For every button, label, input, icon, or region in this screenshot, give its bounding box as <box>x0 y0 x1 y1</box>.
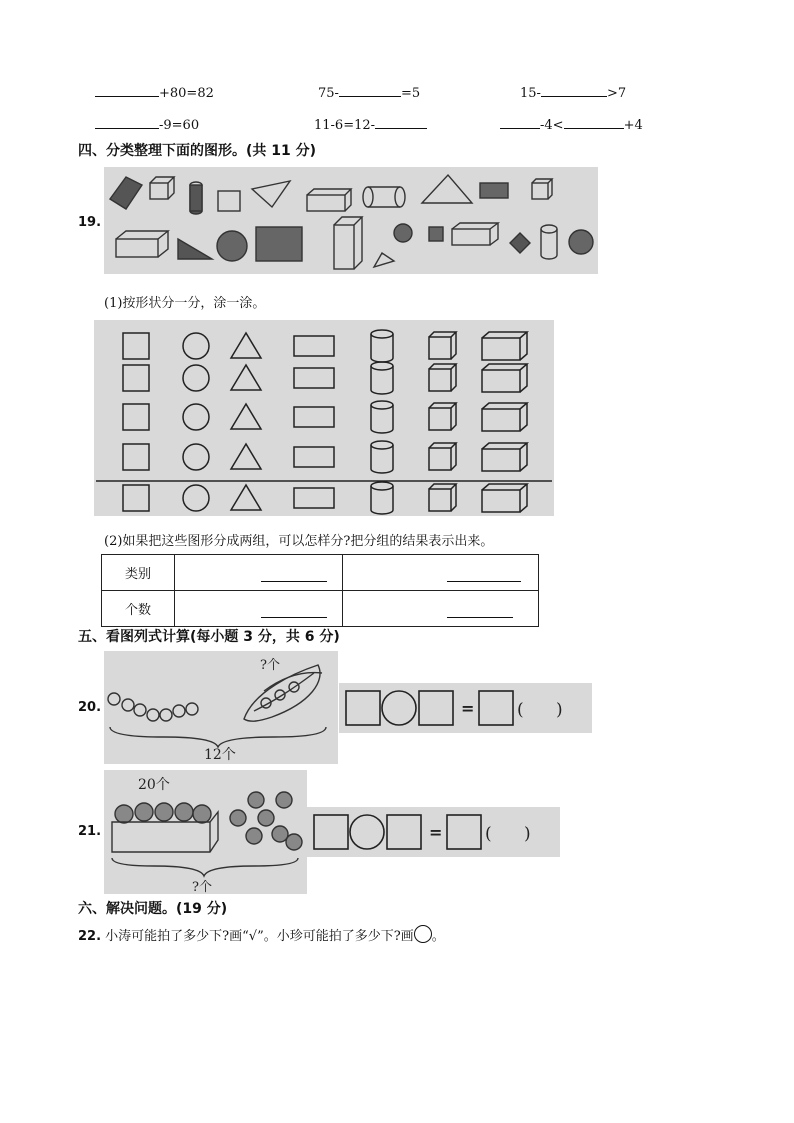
grid-cell-square[interactable] <box>123 444 149 470</box>
shape-coloring-grid[interactable] <box>94 320 554 516</box>
grid-cell-square[interactable] <box>123 333 149 359</box>
result-box[interactable] <box>479 691 513 725</box>
equation-5: 11-6=12- <box>314 116 427 133</box>
unknown-label: ?个 <box>192 880 212 894</box>
equation-6: -4< +4 <box>500 116 643 133</box>
answer-blank[interactable] <box>261 605 327 618</box>
number-box[interactable] <box>387 815 421 849</box>
equation-3: 15- >7 <box>520 86 627 101</box>
table-cell[interactable] <box>175 591 343 627</box>
row-header: 类别 <box>102 555 175 591</box>
grid-cell-circle[interactable] <box>183 485 209 511</box>
shapes-photo <box>104 167 598 274</box>
equation-boxes[interactable] <box>339 683 592 733</box>
equation-1: +80=82 <box>95 84 214 101</box>
equation-4: -9=60 <box>95 116 199 133</box>
grid-cell-cylinder[interactable] <box>371 441 393 473</box>
grid-cell-triangle[interactable] <box>231 365 261 390</box>
unit-parentheses[interactable]: ( ) <box>517 700 563 720</box>
box-count-label: 20个 <box>138 777 170 793</box>
number-box[interactable] <box>314 815 348 849</box>
number-box[interactable] <box>346 691 380 725</box>
row-header: 个数 <box>102 591 175 627</box>
grid-cell-cylinder[interactable] <box>371 401 393 433</box>
section-heading: 六、解决问题。(19 分) <box>78 901 228 917</box>
section-heading: 五、看图列式计算(每小题 3 分，共 6 分) <box>78 629 340 645</box>
equals-sign: = <box>429 823 443 842</box>
grid-cell-cylinder[interactable] <box>371 482 393 514</box>
grid-cell-cube[interactable] <box>429 484 456 511</box>
table-cell[interactable] <box>175 555 343 591</box>
table-row <box>102 555 539 591</box>
unit-parentheses[interactable]: ( ) <box>485 824 531 844</box>
balls-basket-illustration <box>104 770 307 894</box>
grid-cell-rect[interactable] <box>294 407 334 427</box>
grid-cell-triangle[interactable] <box>231 444 261 469</box>
equation-frame <box>307 807 560 857</box>
grid-cell-triangle[interactable] <box>231 333 261 358</box>
answer-blank[interactable] <box>447 605 513 618</box>
circle-icon <box>414 925 432 943</box>
grid-cell-cylinder[interactable] <box>371 362 393 394</box>
grid-cell-square[interactable] <box>123 404 149 430</box>
grid-cell-circle[interactable] <box>183 365 209 391</box>
equation-boxes[interactable] <box>307 807 560 857</box>
grid-cell-circle[interactable] <box>183 404 209 430</box>
grid-cell-triangle[interactable] <box>231 404 261 429</box>
peas-photo <box>104 651 338 764</box>
grid-cell-circle[interactable] <box>183 333 209 359</box>
equals-sign: = <box>461 699 475 718</box>
answer-blank[interactable] <box>261 569 327 582</box>
grid-cell-rect[interactable] <box>294 368 334 388</box>
grid-cell-rect[interactable] <box>294 336 334 356</box>
grid-cell-cuboid[interactable] <box>482 364 527 392</box>
grid-cell-rect[interactable] <box>294 447 334 467</box>
question-number: 19. <box>78 215 102 230</box>
grid-cell-cuboid[interactable] <box>482 403 527 431</box>
result-box[interactable] <box>447 815 481 849</box>
grid-cell-square[interactable] <box>123 365 149 391</box>
grid-cell-triangle[interactable] <box>231 485 261 510</box>
total-label: 12个 <box>204 747 236 763</box>
answer-blank[interactable] <box>541 84 607 97</box>
answer-blank[interactable] <box>375 116 427 129</box>
equation-2: 75- =5 <box>318 86 421 101</box>
question-number: 20. <box>78 700 102 715</box>
unknown-label: ?个 <box>260 658 280 673</box>
operator-circle[interactable] <box>350 815 384 849</box>
question-22: 22. 小涛可能拍了多少下?画“√”。小珍可能拍了多少下?画 。 <box>78 925 445 944</box>
number-box[interactable] <box>419 691 453 725</box>
grid-cell-cube[interactable] <box>429 443 456 470</box>
equation-frame <box>339 683 592 733</box>
grid-cell-cuboid[interactable] <box>482 332 527 360</box>
answer-blank[interactable] <box>339 84 401 97</box>
grid-cell-cuboid[interactable] <box>482 443 527 471</box>
table-cell[interactable] <box>343 555 539 591</box>
sub-question-2: (2)如果把这些图形分成两组，可以怎样分?把分组的结果表示出来。 <box>104 534 494 549</box>
answer-blank[interactable] <box>447 569 521 582</box>
grid-cell-cube[interactable] <box>429 332 456 359</box>
section-heading: 四、分类整理下面的图形。(共 11 分) <box>78 143 317 159</box>
question-text: 小涛可能拍了多少下?画“√”。小珍可能拍了多少下?画 <box>105 929 414 944</box>
grid-cell-cuboid[interactable] <box>482 484 527 512</box>
answer-blank[interactable] <box>500 116 540 129</box>
operator-circle[interactable] <box>382 691 416 725</box>
table-cell[interactable] <box>343 591 539 627</box>
grouping-table <box>101 554 539 627</box>
answer-blank[interactable] <box>95 84 159 97</box>
grid-cell-cube[interactable] <box>429 403 456 430</box>
question-number: 21. <box>78 824 102 839</box>
grid-cell-circle[interactable] <box>183 444 209 470</box>
grid-cell-square[interactable] <box>123 485 149 511</box>
coloring-grid-photo[interactable] <box>94 320 554 516</box>
answer-blank[interactable] <box>564 116 624 129</box>
answer-blank[interactable] <box>95 116 159 129</box>
question-number: 22. <box>78 929 102 944</box>
table-row <box>102 591 539 627</box>
sub-question-1: (1)按形状分一分，涂一涂。 <box>104 296 266 311</box>
grid-cell-cube[interactable] <box>429 364 456 391</box>
peas-illustration <box>104 651 338 764</box>
balls-photo <box>104 770 307 894</box>
mixed-shapes-illustration <box>104 167 598 274</box>
grid-cell-rect[interactable] <box>294 488 334 508</box>
grid-cell-cylinder[interactable] <box>371 330 393 362</box>
